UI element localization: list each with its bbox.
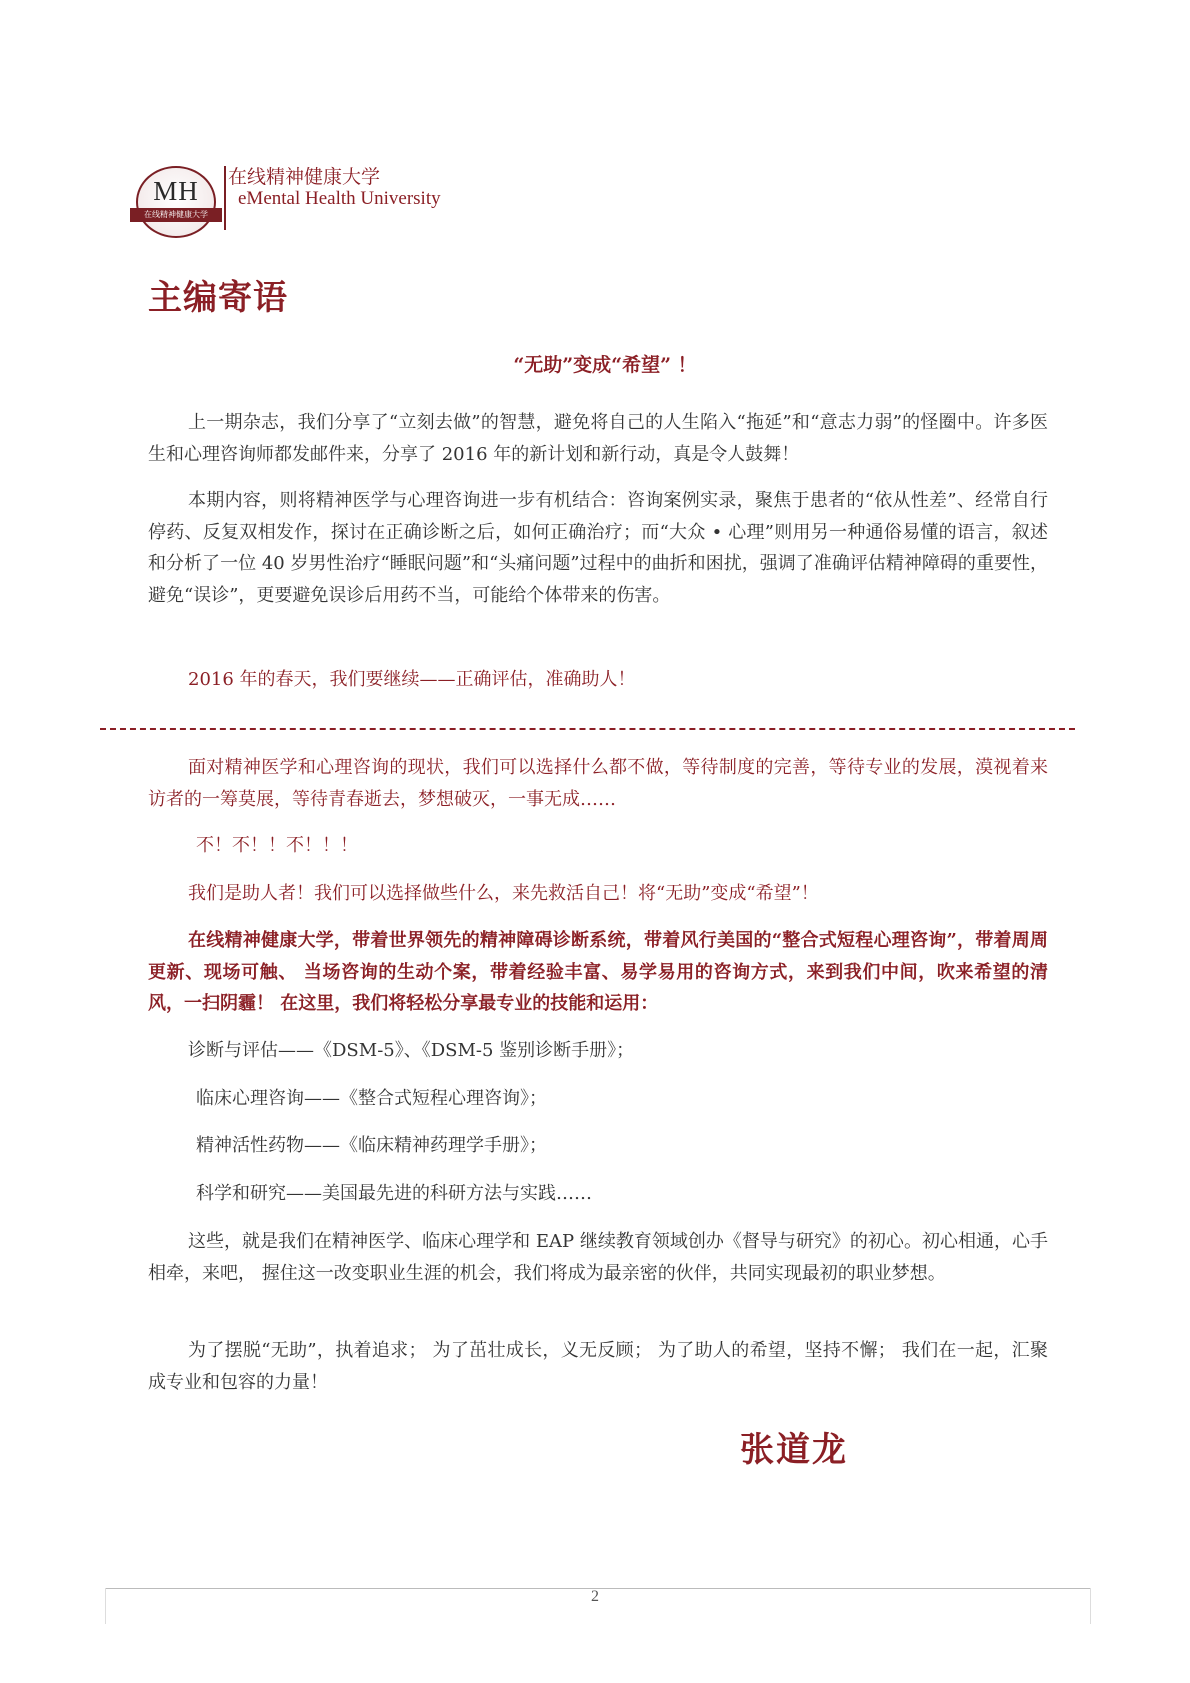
paragraph-6: 我们是助人者！我们可以选择做些什么，来先救活自己！将“无助”变成“希望”！ xyxy=(188,883,819,904)
page-heading: 主编寄语 xyxy=(148,278,288,318)
logo-seal-ribbon: 在线精神健康大学 xyxy=(130,208,222,222)
logo-name-en: eMental Health University xyxy=(238,188,441,209)
list-item-pharmacology: 精神活性药物——《临床精神药理学手册》； xyxy=(196,1135,547,1156)
list-item-diagnosis: 诊断与评估——《DSM-5》、《DSM-5 鉴别诊断手册》； xyxy=(188,1040,635,1061)
university-logo xyxy=(128,160,468,240)
paragraph-13: 为了摆脱“无助”，执着追求； 为了茁壮成长，义无反顾； 为了助人的希望，坚持不懈； 我们在一起，汇聚成专业和包容的力量！ xyxy=(148,1340,1048,1393)
paragraph-7: 在线精神健康大学，带着世界领先的精神障碍诊断系统，带着风行美国的“整合式短程心理咨询”，带着周周更新、现场可触、 当场咨询的生动个案，带着经验丰富、易学易用的咨询方式，来到我们中间，吹来希望的清风，一扫阴霾！ 在这里，我们将轻松分享最专业的技能和运用： xyxy=(148,930,1048,1014)
signature: 张道龙 xyxy=(740,1430,848,1470)
paragraph-5: 不！不！！不！！！ xyxy=(196,835,358,856)
list-item-research: 科学和研究——美国最先进的科研方法与实践…… xyxy=(196,1183,592,1204)
logo-name-cn: 在线精神健康大学 xyxy=(228,166,381,188)
logo-seal-icon xyxy=(136,166,216,238)
page-number: 2 xyxy=(591,1588,599,1605)
list-item-counseling: 临床心理咨询——《整合式短程心理咨询》； xyxy=(196,1088,547,1109)
paragraph-2: 本期内容，则将精神医学与心理咨询进一步有机结合：咨询案例实录，聚焦于患者的“依从性差”、经常自行停药、反复双相发作，探讨在正确诊断之后，如何正确治疗；而“大众 • 心理”则用另一种通俗易懂的语言，叙述和分析了一位 40 岁男性治疗“睡眠问题”和“头痛问题”过程中的曲折和困扰，强调了准确评估精神障碍的重要性，避免“误诊”，更要避免误诊后用药不当，可能给个体带来的伤害。 xyxy=(148,490,1048,606)
paragraph-12: 这些，就是我们在精神医学、临床心理学和 EAP 继续教育领域创办《督导与研究》的初心。初心相通，心手相牵，来吧， 握住这一改变职业生涯的机会，我们将成为最亲密的伙伴，共同实现最初的职业梦想。 xyxy=(148,1231,1048,1284)
logo-seal-text: MH xyxy=(153,176,199,206)
paragraph-3: 2016 年的春天，我们要继续——正确评估，准确助人！ xyxy=(188,669,636,690)
logo-divider xyxy=(224,166,226,230)
paragraph-4: 面对精神医学和心理咨询的现状，我们可以选择什么都不做，等待制度的完善，等待专业的发展，漠视着来访者的一筹莫展，等待青春逝去，梦想破灭，一事无成…… xyxy=(148,757,1048,810)
paragraph-1: 上一期杂志，我们分享了“立刻去做”的智慧，避免将自己的人生陷入“拖延”和“意志力弱”的怪圈中。许多医生和心理咨询师都发邮件来，分享了 2016 年的新计划和新行动，真是令人鼓舞！ xyxy=(148,412,1048,465)
section-divider xyxy=(100,728,1075,730)
article-title: “无助”变成“希望” ！ xyxy=(513,354,697,376)
